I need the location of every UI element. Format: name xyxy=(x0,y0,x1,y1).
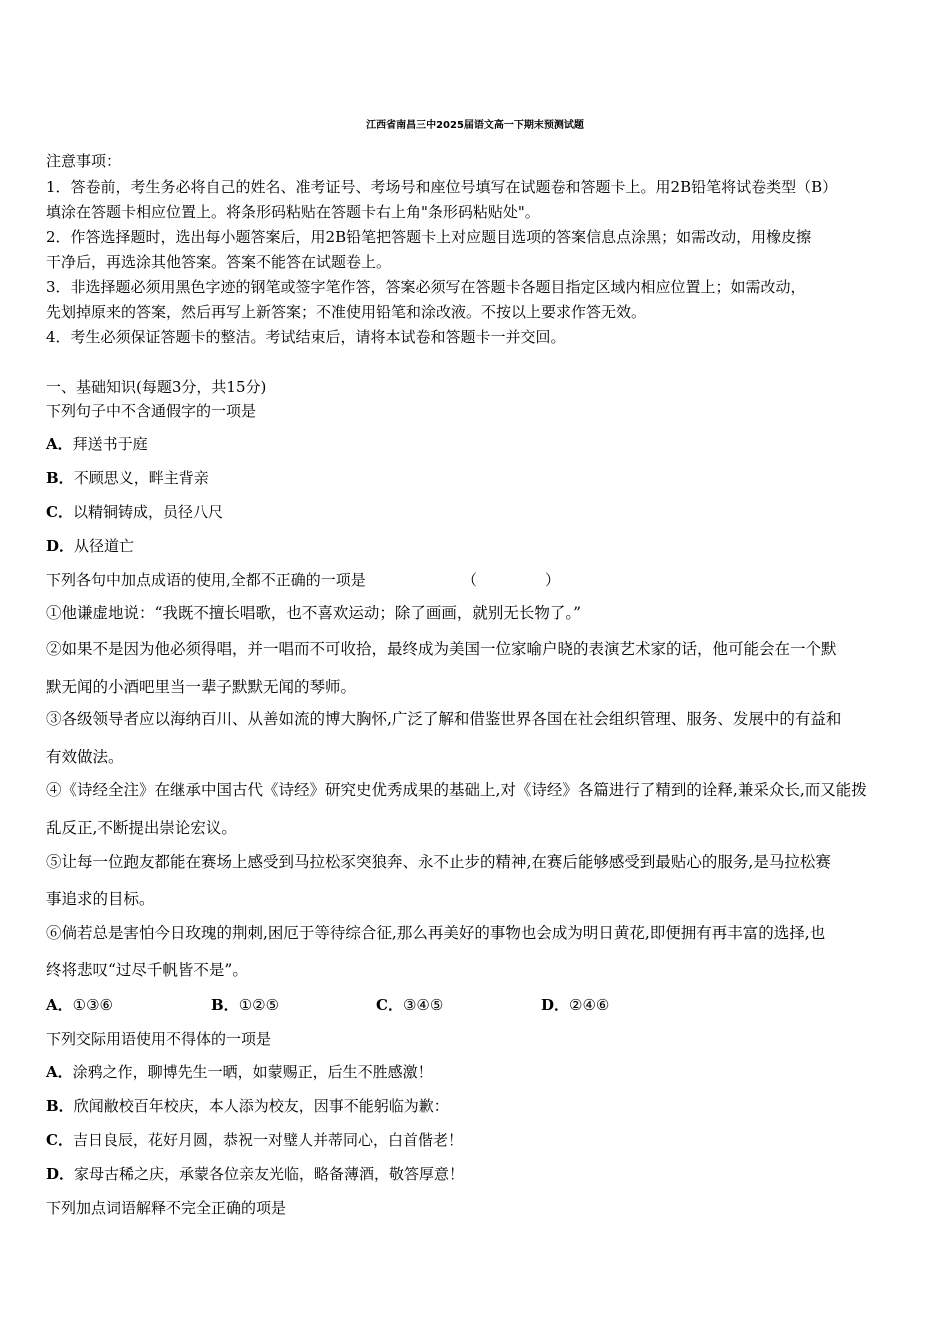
option-label: D． xyxy=(541,996,570,1014)
option-text: 不顾思义，畔主背亲 xyxy=(73,469,209,487)
option-a xyxy=(46,995,113,1015)
statement-line: 终将悲叹“过尽千帆皆不是”。 xyxy=(46,961,248,979)
option-label: B． xyxy=(46,469,74,487)
notice-line: 4．考生必须保证答题卡的整洁。考试结束后，请将本试卷和答题卡一并交回。 xyxy=(46,328,566,346)
statement-line: ⑥倘若总是害怕今日玫瑰的荆刺,困厄于等待综合征,那么再美好的事物也会成为明日黄花,即便拥有再丰富的选择,也 xyxy=(46,924,826,942)
question-stem: 下列交际用语使用不得体的一项是 xyxy=(46,1030,272,1048)
option-a xyxy=(46,434,148,454)
statement-line: 乱反正,不断提出崇论宏议。 xyxy=(46,819,237,837)
option-label: B． xyxy=(46,1097,74,1115)
notice-line: 3．非选择题必须用黑色字迹的钢笔或签字笔作答，答案必须写在答题卡各题目指定区域内相应位置上；如需改动， xyxy=(46,278,806,296)
option-b xyxy=(46,468,209,488)
statement-line: ①他谦虚地说：“我既不擅长唱歌，也不喜欢运动；除了画画，就别无长物了。” xyxy=(46,604,582,622)
section-heading: 一、基础知识(每题3分，共15分) xyxy=(46,378,267,396)
option-label: A． xyxy=(46,435,73,453)
option-text: 涂鸦之作，聊博先生一晒，如蒙赐正，后生不胜感激！ xyxy=(72,1063,433,1081)
answer-paren-close: ） xyxy=(545,571,561,589)
option-d xyxy=(46,1164,464,1184)
notice-line: 1．答卷前，考生务必将自己的姓名、准考证号、考场号和座位号填写在试题卷和答题卡上。用2B铅笔将试卷类型（B） xyxy=(46,178,838,196)
option-c xyxy=(46,1130,463,1150)
page-title: 江西省南昌三中2025届语文高一下期末预测试题 xyxy=(366,120,584,131)
statement-line: ②如果不是因为他必须得唱，并一唱而不可收拾，最终成为美国一位家喻户晓的表演艺术家的话，他可能会在一个默 xyxy=(46,640,837,658)
notice-heading: 注意事项： xyxy=(46,152,122,170)
option-text: ③④⑤ xyxy=(402,996,444,1014)
option-label: A． xyxy=(46,1063,73,1081)
option-text: ②④⑥ xyxy=(569,996,610,1014)
notice-line: 2．作答选择题时，选出每小题答案后，用2B铅笔把答题卡上对应题目选项的答案信息点涂黑；如需改动，用橡皮擦 xyxy=(46,228,812,246)
option-label: C． xyxy=(46,503,73,521)
statement-line: ③各级领导者应以海纳百川、从善如流的博大胸怀,广泛了解和借鉴世界各国在社会组织管理、服务、发展中的有益和 xyxy=(46,710,842,728)
option-text: 家母古稀之庆，承蒙各位亲友光临，略备薄酒，敬答厚意！ xyxy=(74,1165,465,1183)
option-text: 以精铜铸成，员径八尺 xyxy=(72,503,223,521)
option-text: ①②⑤ xyxy=(238,996,280,1014)
option-d xyxy=(541,995,609,1015)
option-label: C． xyxy=(46,1131,73,1149)
question-stem: 下列各句中加点成语的使用,全都不正确的一项是 xyxy=(46,571,366,589)
statement-line: ④《诗经全注》在继承中国古代《诗经》研究史优秀成果的基础上,对《诗经》各篇进行了精到的诠释,兼采众长,而又能拨 xyxy=(46,781,867,799)
option-text: ①③⑥ xyxy=(72,996,113,1014)
notice-line: 先划掉原来的答案，然后再写上新答案；不准使用铅笔和涂改液。不按以上要求作答无效。 xyxy=(46,303,647,321)
statement-line: 默无闻的小酒吧里当一辈子默默无闻的琴师。 xyxy=(46,678,357,696)
question-stem: 下列句子中不含通假字的一项是 xyxy=(46,402,257,420)
option-label: A． xyxy=(46,996,73,1014)
option-c xyxy=(46,502,223,522)
notice-line: 干净后，再选涂其他答案。答案不能答在试题卷上。 xyxy=(46,253,392,271)
option-label: D． xyxy=(46,537,75,555)
option-b xyxy=(46,1096,449,1116)
option-label: C． xyxy=(376,996,403,1014)
notice-line: 填涂在答题卡相应位置上。将条形码粘贴在答题卡右上角"条形码粘贴处"。 xyxy=(46,203,540,221)
option-d xyxy=(46,536,134,556)
option-text: 欣闻敝校百年校庆，本人添为校友，因事不能躬临为歉： xyxy=(73,1097,449,1115)
answer-paren-open: （ xyxy=(462,571,478,589)
option-text: 拜送书于庭 xyxy=(72,435,148,453)
option-b xyxy=(211,995,279,1015)
statement-line: 事追求的目标。 xyxy=(46,890,155,908)
option-label: B． xyxy=(211,996,239,1014)
option-text: 吉日良辰，花好月圆，恭祝一对璧人并蒂同心，白首偕老！ xyxy=(72,1131,463,1149)
option-label: D． xyxy=(46,1165,75,1183)
statement-line: ⑤让每一位跑友都能在赛场上感受到马拉松豕突狼奔、永不止步的精神,在赛后能够感受到最贴心的服务,是马拉松赛 xyxy=(46,853,831,871)
option-text: 从径道亡 xyxy=(74,537,135,555)
question-stem: 下列加点词语解释不完全正确的项是 xyxy=(46,1199,287,1217)
option-c xyxy=(376,995,443,1015)
statement-line: 有效做法。 xyxy=(46,748,124,766)
option-a xyxy=(46,1062,433,1082)
